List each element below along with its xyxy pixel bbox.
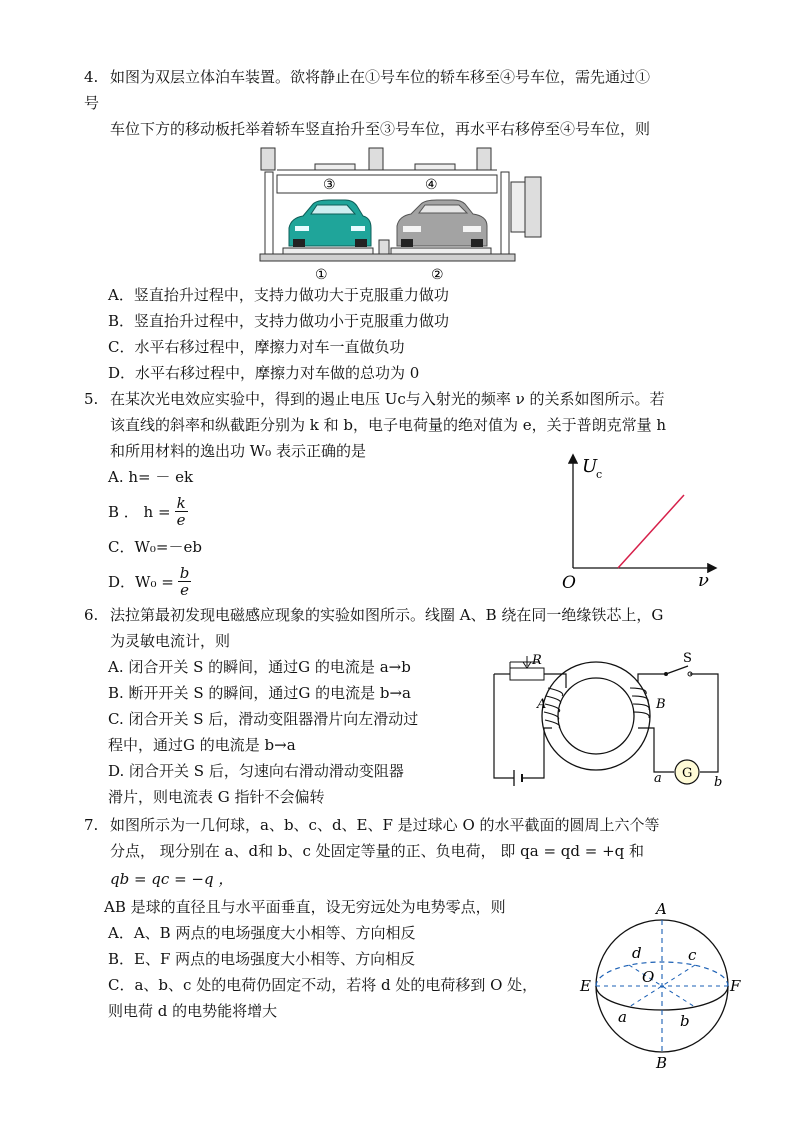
- q6-option-b: B. 断开开关 S 的瞬间，通过G 的电流是 b→a: [108, 684, 412, 702]
- q5-stem-line3: 和所用材料的逸出功 W₀ 表示正确的是: [110, 442, 366, 460]
- label-A: A: [656, 900, 667, 918]
- q5-stem-line2: 该直线的斜率和纵截距分别为 k 和 b，电子电荷量的绝对值为 e，关于普朗克常量 h: [110, 416, 667, 434]
- q4-stem-line2: 车位下方的移动板托举着轿车竖直抬升至③号车位，再水平右移停至④号车位，则: [110, 120, 651, 138]
- q6-option-a: A. 闭合开关 S 的瞬间，通过G 的电流是 a→b: [108, 658, 411, 676]
- label-b: b: [680, 1012, 690, 1030]
- motor-box: [511, 182, 525, 232]
- q5-option-d-den: e: [180, 580, 190, 599]
- q5-option-d: [108, 560, 191, 602]
- q7-number: 7.: [84, 816, 99, 834]
- q5-option-b-fraction: [175, 495, 188, 528]
- coil-B: [630, 688, 649, 718]
- q4-option-d: D．水平右移过程中，摩擦力对车做的总功为 0: [108, 364, 420, 382]
- label-c: c: [688, 946, 697, 964]
- q7-option-a: A．A、B 两点的电场强度大小相等、方向相反: [108, 924, 416, 942]
- car-left-icon: [289, 200, 371, 247]
- label-G: G: [682, 766, 693, 781]
- q4-number: 4.: [84, 68, 99, 86]
- label-slot-2: ②: [431, 267, 444, 283]
- q6-option-d-cont: 滑片，则电流表 G 指针不会偏转: [108, 788, 325, 806]
- q7-option-c: C．a、b、c 处的电荷仍固定不动，若将 d 处的电荷移到 O 处，: [108, 976, 538, 994]
- hoist-1: [261, 148, 275, 170]
- switch-S: [666, 666, 688, 674]
- q6-stem-line2: 为灵敏电流计，则: [110, 632, 231, 650]
- q7-option-b: B．E、F 两点的电场强度大小相等、方向相反: [108, 950, 416, 968]
- label-slot-4: ④: [425, 177, 438, 193]
- q4-stem-line1: 如图为双层立体泊车装置。欲将静止在①号车位的轿车移至④号车位，需先通过①: [110, 68, 651, 86]
- label-F: F: [730, 977, 741, 995]
- pulley-2: [415, 164, 455, 170]
- ground-base: [260, 254, 515, 261]
- q7-stem-line3: qb = qc = −q ，: [110, 870, 234, 888]
- moving-plate-2: [391, 248, 491, 254]
- q5-number: 5.: [84, 390, 99, 408]
- y-axis-sub: c: [596, 468, 603, 481]
- uc-nu-graph: [560, 448, 720, 590]
- label-slot-1: ①: [315, 267, 328, 283]
- right-post: [501, 172, 509, 254]
- q7-stem-line4: AB 是球的直径且与水平面垂直，设无穷远处为电势零点，则: [104, 898, 506, 916]
- label-E: E: [580, 977, 591, 995]
- q5-option-b: [108, 490, 188, 532]
- q6-stem-line1: 法拉第最初发现电磁感应现象的实验如图所示。线圈 A、B 绕在同一绝缘铁芯上，G: [110, 606, 664, 624]
- pulley-1: [315, 164, 355, 170]
- q7-option-c-cont: 则电荷 d 的电势能将增大: [108, 1002, 278, 1020]
- label-b: b: [714, 775, 723, 788]
- q5-option-b-den: e: [176, 510, 186, 529]
- parking-figure: [255, 142, 550, 284]
- label-slot-3: ③: [323, 177, 336, 193]
- x-axis-label: ν: [698, 570, 709, 590]
- q6-option-d: D. 闭合开关 S 后，匀速向右滑动滑动变阻器: [108, 762, 404, 780]
- moving-plate-1: [283, 248, 373, 254]
- q5-stem-line1: 在某次光电效应实验中，得到的遏止电压 Uc与入射光的频率 ν 的关系如图所示。若: [110, 390, 665, 408]
- q5-option-d-fraction: [178, 565, 192, 598]
- q7-stem-line2: 分点， 现分别在 a、d和 b、c 处固定等量的正、负电荷， 即 qa = qd = +q 和: [110, 842, 645, 860]
- hoist-2: [369, 148, 383, 170]
- car-right-icon: [397, 200, 487, 247]
- sphere-figure: [578, 900, 748, 1072]
- q4-option-b: B．竖直抬升过程中，支持力做功小于克服重力做功: [108, 312, 450, 330]
- origin-label: O: [562, 573, 576, 590]
- y-axis-label: U: [582, 456, 598, 477]
- label-S: S: [683, 651, 692, 666]
- q6-option-c: C. 闭合开关 S 后，滑动变阻器滑片向左滑动过: [108, 710, 419, 728]
- hoist-3: [477, 148, 491, 170]
- label-a: a: [654, 771, 662, 786]
- rheostat-R: [510, 668, 544, 680]
- q7-stem-line1: 如图所示为一几何球，a、b、c、d、E、F 是过球心 O 的水平截面的圆周上六个等: [110, 816, 660, 834]
- q5-option-b-prefix: B ． h =: [108, 502, 171, 521]
- motor: [525, 177, 541, 237]
- left-post: [265, 172, 273, 254]
- q4-option-a: A．竖直抬升过程中，支持力做功大于克服重力做功: [108, 286, 449, 304]
- label-B: B: [656, 697, 666, 712]
- upper-platform: [277, 175, 497, 193]
- q6-number: 6.: [84, 606, 99, 624]
- faraday-circuit: [488, 648, 726, 788]
- label-a: a: [618, 1008, 627, 1026]
- q5-option-c: C．W₀=－eb: [108, 538, 202, 556]
- label-O: O: [642, 968, 655, 986]
- q5-option-d-num: b: [179, 563, 190, 582]
- q6-option-c-cont: 程中，通过G 的电流是 b→a: [108, 736, 296, 754]
- q4-stem-line1b: 号: [84, 94, 100, 112]
- label-R: R: [532, 653, 542, 668]
- label-d: d: [632, 944, 642, 962]
- label-A: A: [537, 697, 547, 712]
- q5-option-d-prefix: D．W₀ =: [108, 572, 174, 591]
- q5-option-b-num: k: [176, 493, 186, 512]
- uc-line: [618, 495, 684, 568]
- iron-ring-inner: [558, 678, 634, 754]
- equator-front: [596, 986, 728, 1010]
- q5-option-a: A. h= － ek: [108, 468, 194, 486]
- mid-support: [379, 240, 389, 254]
- q4-option-c: C．水平右移过程中，摩擦力对车一直做负功: [108, 338, 405, 356]
- label-B: B: [656, 1054, 668, 1072]
